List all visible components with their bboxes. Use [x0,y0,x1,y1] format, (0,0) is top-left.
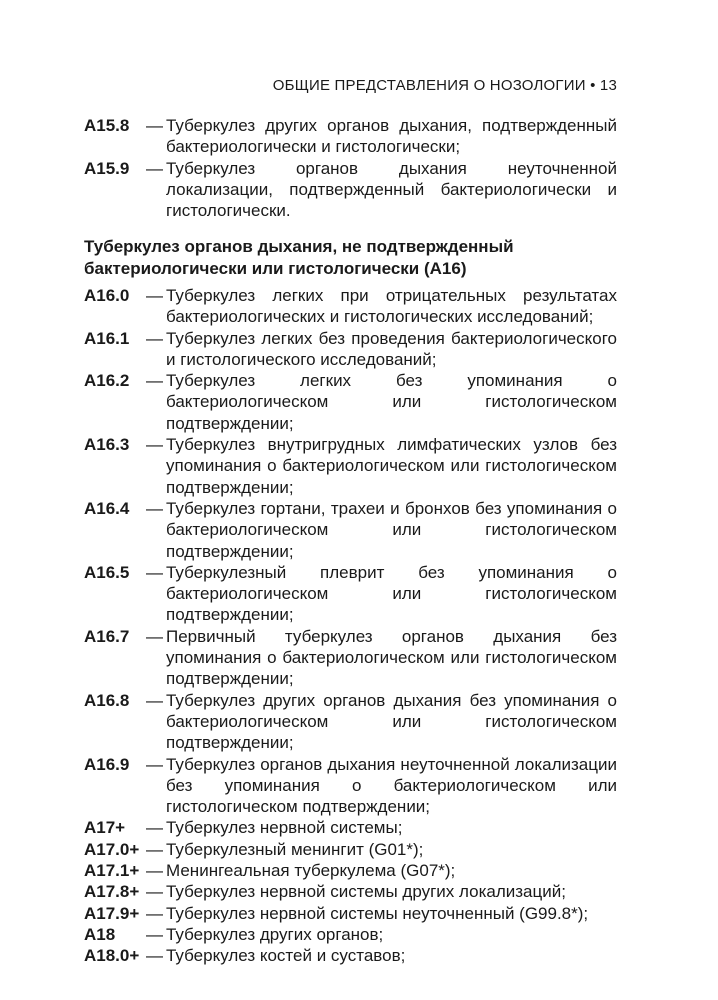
list-item [84,881,617,902]
entry-description: Туберкулез органов дыхания неуточненной локализации, подтвержденный бактериологически и гистологически. [166,158,617,221]
entry-code: A18 [84,924,116,944]
entry-dash: — [146,946,163,966]
entry-dash: — [146,861,163,881]
entry-code: A18.0+ [84,946,140,966]
entry-description: Туберкулез гортани, трахеи и бронхов без упоминания о бактериологическом или гистологическом подтверждении; [166,498,617,561]
entry-code: A16.2 [84,371,130,391]
entry-dash: — [146,562,163,582]
separator-dot: • [590,77,596,94]
entry-dash: — [146,818,163,838]
entry-description: Туберкулез легких при отрицательных результатах бактериологических и гистологических исследований; [166,286,617,327]
entry-code: A16.8 [84,690,130,710]
list-item [84,754,617,818]
entry-description: Туберкулезный менингит (G01*); [166,839,424,859]
list-item [84,115,617,158]
entry-description: Туберкулезный плеврит без упоминания о бактериологическом или гистологическом подтверждении; [166,562,617,625]
entry-description: Туберкулез других органов; [166,924,384,944]
entry-dash: — [146,882,163,902]
entry-code: A17.8+ [84,882,140,902]
list-item [84,562,617,626]
entry-code: A17.0+ [84,839,140,859]
entry-code: A15.8 [84,116,130,135]
entry-description: Менингеальная туберкулема (G07*); [166,861,456,881]
list-item [84,860,617,881]
entry-code: A17.1+ [84,861,140,881]
entry-dash: — [146,626,163,646]
entry-code: A17+ [84,818,126,838]
list-item [84,839,617,860]
entry-list-a16-a18 [84,285,617,967]
list-item [84,945,617,966]
list-item [84,434,617,498]
entry-description: Туберкулез нервной системы других локализаций; [166,882,566,902]
section-heading: Туберкулез органов дыхания, не подтвержденный бактериологически или гистологически (A16) [84,237,514,278]
entry-code: A16.5 [84,562,130,582]
list-item [84,285,617,328]
entry-dash: — [146,839,163,859]
entry-description: Туберкулез органов дыхания неуточненной локализации без упоминания о бактериологическом или гистологическом подтверждении; [166,754,617,817]
entry-description: Туберкулез костей и суставов; [166,946,406,966]
list-item [84,924,617,945]
entry-description: Туберкулез легких без упоминания о бактериологическом или гистологическом подтверждении; [166,371,617,433]
list-item [84,903,617,924]
entry-dash: — [146,435,163,455]
entry-code: A16.3 [84,435,130,455]
entry-dash: — [146,690,163,710]
entry-description: Туберкулез нервной системы; [166,818,403,838]
entry-dash: — [146,754,163,774]
entry-dash: — [146,371,163,391]
entry-dash: — [146,328,163,348]
entry-code: A16.1 [84,328,130,348]
entry-dash: — [146,498,163,518]
entry-description: Туберкулез легких без проведения бактериологического и гистологического исследований; [166,328,617,369]
list-item [84,158,617,222]
list-item [84,690,617,754]
entry-description: Туберкулез других органов дыхания, подтвержденный бактериологически и гистологически; [166,116,617,157]
entry-code: A16.7 [84,626,130,646]
list-item [84,498,617,562]
entry-list-a15 [84,115,617,221]
entry-dash: — [146,903,163,923]
section-title: ОБЩИЕ ПРЕДСТАВЛЕНИЯ О НОЗОЛОГИИ [272,77,586,94]
list-item [84,328,617,371]
entry-description: Туберкулез нервной системы неуточненный (G99.8*); [166,903,589,923]
page-number: 13 [599,77,617,94]
entry-code: A17.9+ [84,903,140,923]
entry-code: A15.9 [84,158,130,178]
entry-code: A16.9 [84,754,130,774]
entry-description: Первичный туберкулез органов дыхания без упоминания о бактериологическом или гистологическом подтверждении; [166,626,617,689]
entry-code: A16.4 [84,498,130,518]
list-item [84,626,617,690]
list-item [84,370,617,434]
entry-dash: — [146,286,163,305]
entry-description: Туберкулез других органов дыхания без упоминания о бактериологическом или гистологическом подтверждении; [166,690,617,753]
entry-dash: — [146,924,163,944]
running-header [273,77,617,94]
entry-dash: — [146,158,163,178]
entry-code: A16.0 [84,286,130,305]
entry-description: Туберкулез внутригрудных лимфатических узлов без упоминания о бактериологическом или гистологическом подтверждении; [166,435,617,497]
entry-dash: — [146,116,163,135]
list-item [84,817,617,838]
